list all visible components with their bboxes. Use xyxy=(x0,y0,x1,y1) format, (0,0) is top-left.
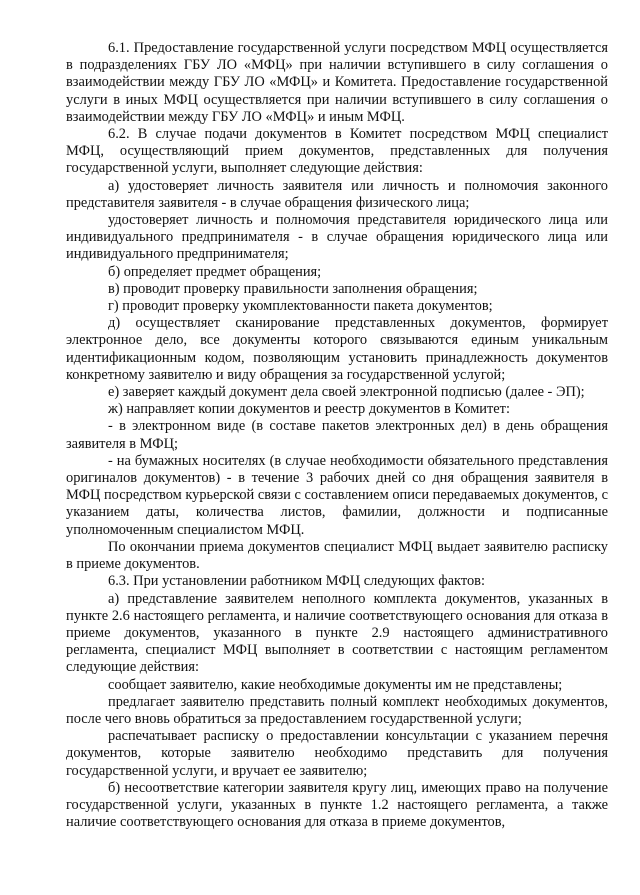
list-item-b: б) определяет предмет обращения; xyxy=(108,263,322,280)
list-item-d: д) осуществляет сканирование представленных документов, формирует электронное дело, все документы которого связываются единым уникальным идентификационным кодом, позволяющим установить принадлежность документов конкретному заявителю и виду обращения за государственной услугой; xyxy=(66,315,608,383)
list-item-a: а) удостоверяет личность заявителя или личность и полномочия законного представителя заявителя - в случае обращения физического лица; xyxy=(66,177,608,211)
dash-item-paper: - на бумажных носителях (в случае необходимости обязательного представления оригиналов документов) - в течение 3 рабочих дней со дня обращения заявителя в МФЦ посредством курьерской связи с составлением описи передаваемых документов, с указанием даты, количества листов, фамилии, должности и подписанные уполномоченным специалистом МФЦ. xyxy=(66,452,608,538)
list-item-e: е) заверяет каждый документ дела своей электронной подписью (далее - ЭП); xyxy=(108,384,585,401)
list-item-6-3-a: а) представление заявителем неполного комплекта документов, указанных в пункте 2.6 настоящего регламента, и наличие соответствующего основания для отказа в приеме документов, указанного в пункте 2.9 настоящего административного регламента, специалист МФЦ выполняет в соответствии с настоящим регламентом следующие действия: xyxy=(66,590,608,676)
action-offer: предлагает заявителю представить полный комплект необходимых документов, после чего вновь обратиться за предоставлением государственной услуги; xyxy=(66,693,608,727)
paragraph-6-2: 6.2. В случае подачи документов в Комитет посредством МФЦ специалист МФЦ, осуществляющий прием документов, представленных для получения государственной услуги, выполняет следующие действия: xyxy=(66,126,608,177)
list-item-zh: ж) направляет копии документов и реестр документов в Комитет: xyxy=(108,401,510,418)
paragraph-6-1: 6.1. Предоставление государственной услуги посредством МФЦ осуществляется в подразделениях ГБУ ЛО «МФЦ» при наличии вступившего в силу соглашения о взаимодействии между ГБУ ЛО «МФЦ» и Комитета. Предоставление государственной услуги в иных МФЦ осуществляется при наличии вступившего в силу соглашения о взаимодействии между ГБУ ЛО «МФЦ» и иным МФЦ. xyxy=(66,40,608,125)
dash-item-electronic: - в электронном виде (в составе пакетов электронных дел) в день обращения заявителя в МФЦ; xyxy=(66,418,608,452)
list-item-6-3-b: б) несоответствие категории заявителя кругу лиц, имеющих право на получение государственной услуги, указанных в пункте 1.2 настоящего регламента, а также наличие соответствующего основания для отказа в приеме документов, xyxy=(66,779,608,831)
list-item-a-continued: удостоверяет личность и полномочия представителя юридического лица или индивидуального предпринимателя - в случае обращения юридического лица или индивидуального предпринимателя; xyxy=(66,212,608,263)
document-page xyxy=(66,40,608,831)
list-item-v: в) проводит проверку правильности заполнения обращения; xyxy=(108,280,478,297)
paragraph-6-3: 6.3. При установлении работником МФЦ следующих фактов: xyxy=(108,573,485,590)
action-print-receipt: распечатывает расписку о предоставлении консультации с указанием перечня документов, которые заявителю необходимо представить для получения государственной услуги, и вручает ее заявителю; xyxy=(66,728,608,779)
list-item-g: г) проводит проверку укомплектованности пакета документов; xyxy=(108,298,493,315)
action-inform: сообщает заявителю, какие необходимые документы им не представлены; xyxy=(108,676,563,693)
paragraph-receipt: По окончании приема документов специалист МФЦ выдает заявителю расписку в приеме документов. xyxy=(66,538,608,573)
